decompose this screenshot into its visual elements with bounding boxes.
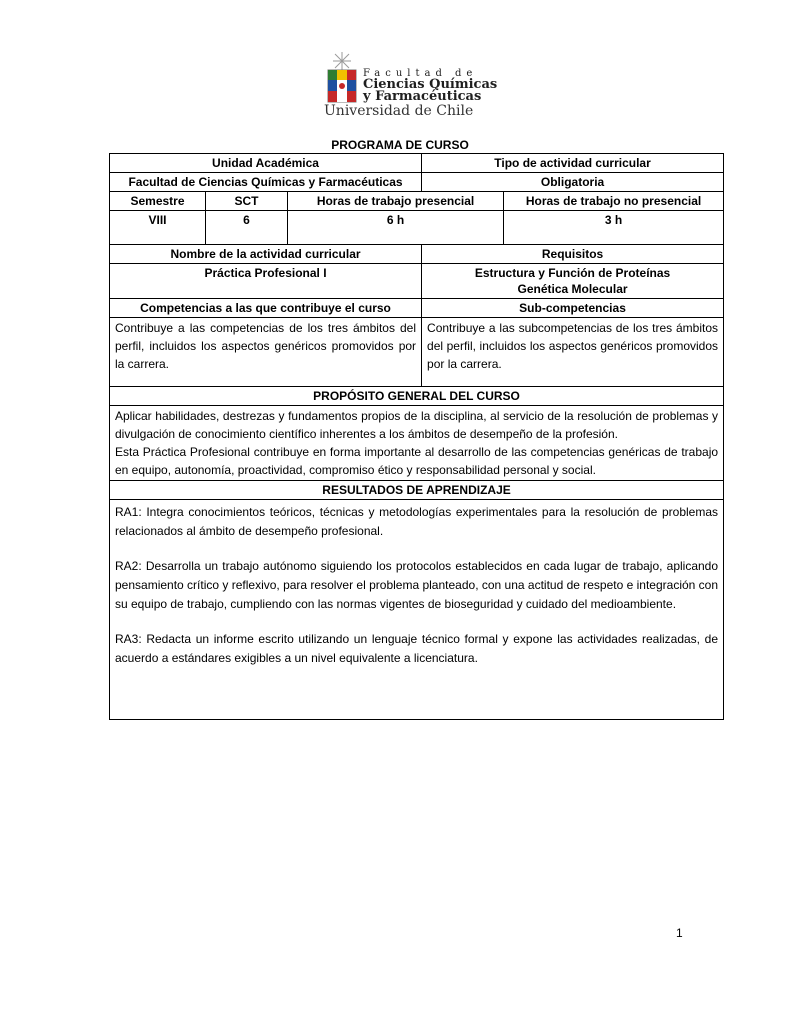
table-row bbox=[110, 500, 724, 720]
table-row bbox=[110, 264, 724, 299]
horas-presencial-value: 6 h bbox=[288, 211, 504, 245]
table-row bbox=[110, 318, 724, 387]
table-row bbox=[110, 192, 724, 211]
table-row bbox=[110, 387, 724, 406]
resultado-aprendizaje: RA3: Redacta un informe escrito utilizando un lenguaje técnico formal y expone las actividades realizadas, de acuerdo a estándares exigibles a un nivel equivalente a licenciatura. bbox=[115, 632, 719, 665]
table-row bbox=[110, 154, 724, 173]
tipo-actividad-value: Obligatoria bbox=[422, 173, 724, 192]
resultado-aprendizaje: RA1: Integra conocimientos teóricos, técnicas y metodologías experimentales para la resolución de problemas relacionados al ámbito de desempeño profesional. bbox=[115, 505, 719, 538]
logo-line-ciencias: Ciencias Químicas bbox=[363, 77, 498, 92]
proposito-paragraph: Aplicar habilidades, destrezas y fundamentos propios de la disciplina, al servicio de la resolución de problemas y divulgación de conocimiento científico inherentes a los ámbitos de desempeño de la profesión. bbox=[115, 409, 719, 441]
requisitos-label: Requisitos bbox=[422, 245, 724, 264]
table-row bbox=[110, 245, 724, 264]
subcompetencias-label: Sub-competencias bbox=[422, 299, 724, 318]
course-program-table bbox=[109, 153, 724, 720]
document-title: PROGRAMA DE CURSO bbox=[331, 138, 469, 152]
requisito-item: Estructura y Función de Proteínas bbox=[474, 266, 671, 280]
nombre-actividad-value: Práctica Profesional I bbox=[110, 264, 422, 299]
faculty-logo bbox=[322, 42, 498, 120]
subcompetencias-text: Contribuye a las subcompetencias de los tres ámbitos del perfil, incluidos los aspectos genéricos promovidos por la carrera. bbox=[422, 318, 724, 387]
horas-no-presencial-label: Horas de trabajo no presencial bbox=[504, 192, 724, 211]
semestre-value: VIII bbox=[110, 211, 206, 245]
horas-presencial-label: Horas de trabajo presencial bbox=[288, 192, 504, 211]
competencias-label: Competencias a las que contribuye el curso bbox=[110, 299, 422, 318]
unidad-academica-label: Unidad Académica bbox=[110, 154, 422, 173]
requisitos-value bbox=[422, 264, 724, 299]
competencias-text: Contribuye a las competencias de los tres ámbitos del perfil, incluidos los aspectos genéricos promovidos por la carrera. bbox=[110, 318, 422, 387]
table-row bbox=[110, 481, 724, 500]
page-number: 1 bbox=[676, 926, 683, 940]
resultados-header: RESULTADOS DE APRENDIZAJE bbox=[110, 481, 724, 500]
table-row bbox=[110, 299, 724, 318]
semestre-label: Semestre bbox=[110, 192, 206, 211]
resultado-aprendizaje: RA2: Desarrolla un trabajo autónomo siguiendo los protocolos establecidos en cada lugar de trabajo, aplicando pensamiento crítico y reflexivo, para resolver el problema planteado, con una actitud de respeto e integración con su equipo de trabajo, cumpliendo con las normas vigentes de bioseguridad y cuidado del medioambiente. bbox=[115, 559, 719, 611]
logo-line-farmaceuticas: y Farmacéuticas bbox=[363, 89, 482, 104]
sct-label: SCT bbox=[206, 192, 288, 211]
unidad-academica-value: Facultad de Ciencias Químicas y Farmacéuticas bbox=[110, 173, 422, 192]
table-row bbox=[110, 406, 724, 481]
proposito-body bbox=[110, 406, 724, 481]
table-row bbox=[110, 211, 724, 245]
horas-no-presencial-value: 3 h bbox=[504, 211, 724, 245]
logo-line-universidad: Universidad de Chile bbox=[324, 103, 474, 119]
sct-value: 6 bbox=[206, 211, 288, 245]
nombre-actividad-label: Nombre de la actividad curricular bbox=[110, 245, 422, 264]
university-crest-icon bbox=[322, 52, 362, 110]
resultados-body bbox=[110, 500, 724, 720]
requisito-item: Genética Molecular bbox=[517, 282, 628, 296]
proposito-paragraph: Esta Práctica Profesional contribuye en forma importante al desarrollo de las competencias genéricas de trabajo en equipo, autonomía, proactividad, compromiso ético y responsabilidad personal y social. bbox=[115, 445, 719, 477]
table-row bbox=[110, 173, 724, 192]
tipo-actividad-label: Tipo de actividad curricular bbox=[422, 154, 724, 173]
logo-line-facultad: Facultad de bbox=[363, 68, 478, 79]
proposito-header: PROPÓSITO GENERAL DEL CURSO bbox=[110, 387, 724, 406]
